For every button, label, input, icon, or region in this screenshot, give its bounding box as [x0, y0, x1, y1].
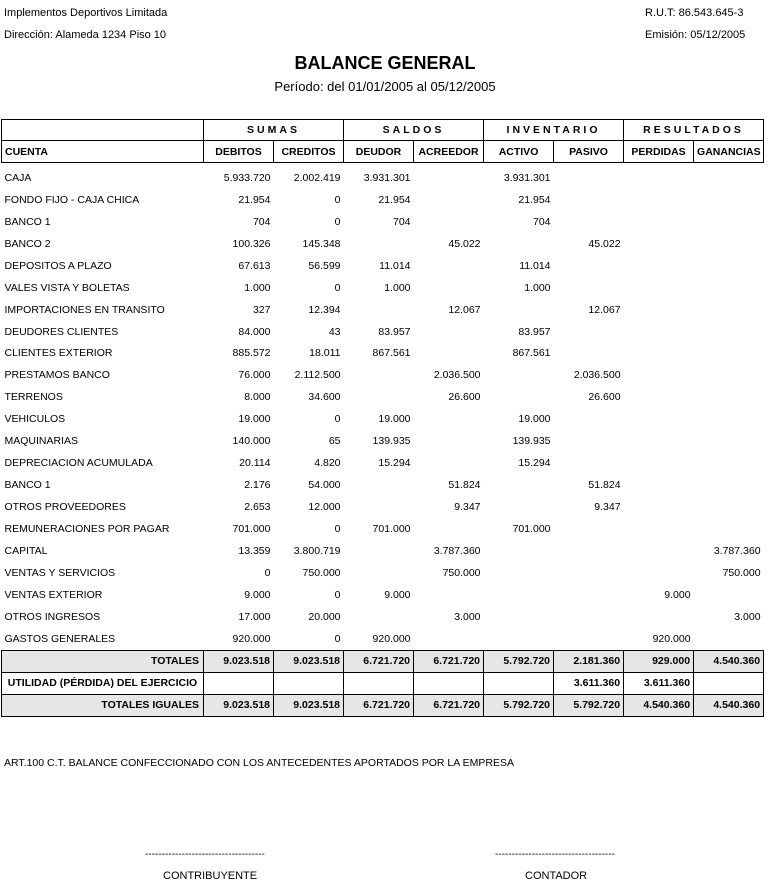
total-amount-cell: [344, 672, 414, 694]
amount-cell: 67.613: [238, 259, 271, 272]
amount-cell: 3.787.360: [713, 544, 761, 557]
amount-cell: 2.176: [244, 479, 271, 492]
amount-cell: 56.599: [308, 259, 341, 272]
amount-cell: 19.000: [518, 413, 551, 426]
column-header: PASIVO: [554, 141, 624, 163]
account-name: GASTOS GENERALES: [4, 632, 116, 645]
amount-cell: 4.820: [314, 457, 341, 470]
amount-cell: 9.347: [594, 501, 621, 514]
total-amount-cell: [274, 672, 344, 694]
amount-cell: 2.036.500: [433, 369, 481, 382]
amount-cell: [694, 277, 764, 299]
amount-cell: 2.112.500: [294, 369, 341, 382]
amount-cell: 9.000: [384, 588, 411, 601]
amount-cell: 9.347: [454, 501, 481, 514]
page-title: BALANCE GENERAL: [294, 53, 476, 73]
table-row: [2, 606, 764, 628]
amount-cell: [694, 321, 764, 343]
amount-cell: [624, 496, 694, 518]
amount-cell: 867.561: [372, 347, 411, 360]
group-sumas: SUMAS: [204, 120, 344, 141]
total-amount-cell: 4.540.360: [694, 650, 764, 672]
amount-cell: [624, 474, 694, 496]
amount-cell: [344, 386, 414, 408]
amount-cell: [414, 255, 484, 277]
total-amount-cell: [694, 672, 764, 694]
amount-cell: [554, 408, 624, 430]
amount-cell: [694, 189, 764, 211]
amount-cell: 45.022: [588, 237, 621, 250]
amount-cell: [554, 628, 624, 650]
column-header: PERDIDAS: [624, 141, 694, 163]
total-amount-cell: 5.792.720: [484, 650, 554, 672]
amount-cell: 140.000: [232, 435, 271, 448]
amount-cell: 3.000: [454, 610, 481, 623]
total-amount-cell: [484, 672, 554, 694]
amount-cell: [414, 452, 484, 474]
total-amount-cell: 9.023.518: [274, 650, 344, 672]
balance-table: [1, 119, 764, 717]
amount-cell: 26.600: [448, 391, 481, 404]
total-amount-cell: 2.181.360: [554, 650, 624, 672]
amount-cell: 2.002.419: [293, 171, 341, 184]
amount-cell: 704: [533, 215, 551, 228]
amount-cell: 0: [334, 588, 341, 601]
amount-cell: [414, 211, 484, 233]
amount-cell: [624, 321, 694, 343]
accountant-signature-line: ------------------------------------: [495, 849, 615, 860]
account-name: CLIENTES EXTERIOR: [4, 347, 113, 360]
amount-cell: [624, 606, 694, 628]
amount-cell: 3.787.360: [433, 544, 481, 557]
amount-cell: [694, 408, 764, 430]
table-row: [2, 321, 764, 343]
group-saldos: SALDOS: [344, 120, 484, 141]
account-name: DEPOSITOS A PLAZO: [4, 259, 112, 272]
amount-cell: 12.067: [448, 303, 481, 316]
amount-cell: 65: [328, 435, 341, 448]
table-body: [2, 163, 764, 651]
table-row: [2, 364, 764, 386]
column-header: DEBITOS: [204, 141, 274, 163]
table-row: [2, 343, 764, 365]
amount-cell: 920.000: [652, 632, 691, 645]
table-row: [2, 163, 764, 189]
table-row: [2, 408, 764, 430]
total-amount-cell: 6.721.720: [414, 694, 484, 716]
amount-cell: 19.000: [378, 413, 411, 426]
accountant-label: CONTADOR: [525, 870, 588, 882]
amount-cell: [484, 584, 554, 606]
amount-cell: 12.394: [308, 303, 341, 316]
amount-cell: [624, 540, 694, 562]
amount-cell: [694, 386, 764, 408]
table-row: [2, 189, 764, 211]
amount-cell: [414, 163, 484, 189]
amount-cell: 0: [264, 566, 271, 579]
table-row: [2, 540, 764, 562]
amount-cell: 3.931.301: [503, 171, 551, 184]
amount-cell: [694, 584, 764, 606]
group-resultados: RESULTADOS: [624, 120, 764, 141]
amount-cell: 2.036.500: [573, 369, 621, 382]
amount-cell: [414, 189, 484, 211]
amount-cell: [344, 364, 414, 386]
account-name: DEPRECIACION ACUMULADA: [4, 457, 153, 470]
amount-cell: [694, 343, 764, 365]
legal-note: ART.100 C.T. BALANCE CONFECCIONADO CON LOS ANTECEDENTES APORTADOS POR LA EMPRESA: [4, 757, 514, 769]
table-row: [2, 255, 764, 277]
table-row: [2, 299, 764, 321]
amount-cell: [344, 299, 414, 321]
amount-cell: [484, 496, 554, 518]
total-amount-cell: 4.540.360: [624, 694, 694, 716]
totals-label: TOTALES: [2, 650, 204, 672]
amount-cell: [554, 430, 624, 452]
amount-cell: [484, 474, 554, 496]
equal-totals-row: [2, 694, 764, 716]
amount-cell: 12.000: [308, 501, 341, 514]
amount-cell: [554, 606, 624, 628]
amount-cell: 2.653: [244, 501, 271, 514]
amount-cell: [414, 430, 484, 452]
account-name: BANCO 1: [4, 215, 51, 228]
amount-cell: [624, 430, 694, 452]
account-name: VALES VISTA Y BOLETAS: [4, 281, 130, 294]
table-row: [2, 277, 764, 299]
group-inventario: INVENTARIO: [484, 120, 624, 141]
amount-cell: [694, 452, 764, 474]
amount-cell: 20.000: [308, 610, 341, 623]
amount-cell: [344, 474, 414, 496]
total-amount-cell: 5.792.720: [554, 694, 624, 716]
amount-cell: 5.933.720: [223, 171, 271, 184]
amount-cell: 0: [334, 281, 341, 294]
amount-cell: 100.326: [232, 237, 271, 250]
totals-row: [2, 650, 764, 672]
amount-cell: [414, 518, 484, 540]
amount-cell: [624, 408, 694, 430]
amount-cell: [694, 496, 764, 518]
amount-cell: [414, 343, 484, 365]
total-amount-cell: 6.721.720: [344, 650, 414, 672]
amount-cell: 19.000: [238, 413, 271, 426]
company-rut: R.U.T: 86.543.645-3: [645, 7, 744, 19]
amount-cell: 54.000: [308, 479, 341, 492]
total-amount-cell: 6.721.720: [344, 694, 414, 716]
amount-cell: [484, 233, 554, 255]
amount-cell: 750.000: [302, 566, 341, 579]
amount-cell: [694, 163, 764, 189]
amount-cell: 750.000: [722, 566, 761, 579]
account-name: DEUDORES CLIENTES: [4, 325, 119, 338]
account-name: OTROS INGRESOS: [4, 610, 101, 623]
amount-cell: 701.000: [232, 522, 271, 535]
amount-cell: [484, 364, 554, 386]
amount-cell: 20.114: [239, 457, 271, 470]
account-name: PRESTAMOS BANCO: [4, 369, 110, 382]
table-row: [2, 518, 764, 540]
total-amount-cell: 9.023.518: [274, 694, 344, 716]
amount-cell: [484, 299, 554, 321]
amount-cell: [694, 364, 764, 386]
total-amount-cell: 9.023.518: [204, 650, 274, 672]
table-row: [2, 628, 764, 650]
amount-cell: 9.000: [664, 588, 691, 601]
group-header-empty: [2, 120, 204, 141]
amount-cell: 139.935: [372, 435, 411, 448]
table-row: [2, 562, 764, 584]
table-row: [2, 584, 764, 606]
amount-cell: 1.000: [384, 281, 411, 294]
amount-cell: [694, 299, 764, 321]
equal-totals-label: TOTALES IGUALES: [2, 694, 204, 716]
total-amount-cell: 6.721.720: [414, 650, 484, 672]
amount-cell: 8.000: [244, 391, 271, 404]
amount-cell: 867.561: [512, 347, 551, 360]
amount-cell: [484, 386, 554, 408]
amount-cell: 43: [328, 325, 341, 338]
amount-cell: 12.067: [588, 303, 621, 316]
amount-cell: [554, 540, 624, 562]
amount-cell: [484, 628, 554, 650]
utility-row: [2, 672, 764, 694]
table-row: [2, 211, 764, 233]
amount-cell: [694, 233, 764, 255]
amount-cell: [484, 540, 554, 562]
company-address: Dirección: Alameda 1234 Piso 10: [4, 29, 167, 41]
amount-cell: [554, 452, 624, 474]
amount-cell: [484, 562, 554, 584]
amount-cell: 45.022: [448, 237, 481, 250]
amount-cell: [344, 540, 414, 562]
table-row: [2, 496, 764, 518]
amount-cell: 9.000: [244, 588, 271, 601]
amount-cell: [414, 321, 484, 343]
amount-cell: [344, 562, 414, 584]
taxpayer-signature-line: ------------------------------------: [145, 849, 265, 860]
amount-cell: [554, 518, 624, 540]
account-name: REMUNERACIONES POR PAGAR: [4, 522, 170, 535]
amount-cell: [484, 606, 554, 628]
amount-cell: [554, 163, 624, 189]
account-name: FONDO FIJO - CAJA CHICA: [4, 193, 140, 206]
amount-cell: 1.000: [244, 281, 271, 294]
table-row: [2, 430, 764, 452]
amount-cell: 701.000: [512, 522, 551, 535]
amount-cell: [624, 364, 694, 386]
table-row: [2, 452, 764, 474]
emission-date: Emisión: 05/12/2005: [645, 29, 746, 41]
amount-cell: [554, 189, 624, 211]
total-amount-cell: 3.611.360: [624, 672, 694, 694]
account-name: TERRENOS: [4, 391, 63, 404]
total-amount-cell: 929.000: [624, 650, 694, 672]
amount-cell: [414, 628, 484, 650]
account-name: CAPITAL: [4, 544, 48, 557]
amount-cell: [344, 496, 414, 518]
amount-cell: [344, 606, 414, 628]
amount-cell: 76.000: [238, 369, 271, 382]
amount-cell: [554, 321, 624, 343]
amount-cell: 1.000: [524, 281, 551, 294]
amount-cell: 0: [334, 215, 341, 228]
amount-cell: [624, 255, 694, 277]
taxpayer-label: CONTRIBUYENTE: [163, 870, 258, 882]
amount-cell: 84.000: [238, 325, 271, 338]
account-name: VENTAS Y SERVICIOS: [4, 566, 116, 579]
column-header: ACTIVO: [484, 141, 554, 163]
account-name: BANCO 2: [4, 237, 51, 250]
amount-cell: 18.011: [309, 347, 341, 360]
table-row: [2, 386, 764, 408]
amount-cell: 15.294: [518, 457, 551, 470]
amount-cell: 920.000: [232, 632, 271, 645]
amount-cell: [694, 628, 764, 650]
amount-cell: [554, 211, 624, 233]
amount-cell: [554, 584, 624, 606]
amount-cell: [554, 562, 624, 584]
amount-cell: [624, 211, 694, 233]
amount-cell: [694, 211, 764, 233]
total-amount-cell: 9.023.518: [204, 694, 274, 716]
company-name: Implementos Deportivos Limitada: [4, 7, 168, 19]
group-header-row: [2, 120, 764, 141]
total-amount-cell: 5.792.720: [484, 694, 554, 716]
amount-cell: [414, 277, 484, 299]
amount-cell: [624, 452, 694, 474]
account-name: MAQUINARIAS: [4, 435, 79, 448]
total-amount-cell: 4.540.360: [694, 694, 764, 716]
amount-cell: 920.000: [372, 632, 411, 645]
total-amount-cell: [204, 672, 274, 694]
amount-cell: 11.014: [379, 259, 411, 272]
account-name: VEHICULOS: [4, 413, 66, 426]
amount-cell: 13.359: [238, 544, 271, 557]
amount-cell: 3.000: [734, 610, 761, 623]
amount-cell: [554, 343, 624, 365]
amount-cell: 3.800.719: [293, 544, 341, 557]
amount-cell: 0: [334, 632, 341, 645]
column-header: DEUDOR: [344, 141, 414, 163]
amount-cell: [624, 562, 694, 584]
amount-cell: 21.954: [238, 193, 271, 206]
amount-cell: 704: [252, 215, 271, 228]
amount-cell: 701.000: [372, 522, 411, 535]
amount-cell: 750.000: [442, 566, 481, 579]
amount-cell: 17.000: [238, 610, 271, 623]
amount-cell: 0: [334, 522, 341, 535]
amount-cell: 21.954: [518, 193, 551, 206]
amount-cell: 327: [252, 303, 271, 316]
amount-cell: 139.935: [512, 435, 551, 448]
amount-cell: [694, 430, 764, 452]
amount-cell: 26.600: [588, 391, 621, 404]
amount-cell: [554, 277, 624, 299]
amount-cell: 11.014: [519, 259, 551, 272]
total-amount-cell: [414, 672, 484, 694]
amount-cell: [624, 343, 694, 365]
amount-cell: 34.600: [308, 391, 341, 404]
total-amount-cell: 3.611.360: [554, 672, 624, 694]
amount-cell: 51.824: [448, 479, 481, 492]
period: Período: del 01/01/2005 al 05/12/2005: [274, 79, 496, 94]
amount-cell: 704: [392, 215, 411, 228]
amount-cell: 51.824: [588, 479, 621, 492]
amount-cell: 15.294: [378, 457, 411, 470]
amount-cell: [624, 163, 694, 189]
amount-cell: [694, 474, 764, 496]
amount-cell: [554, 255, 624, 277]
column-header: ACREEDOR: [414, 141, 484, 163]
amount-cell: [624, 233, 694, 255]
column-header: CREDITOS: [274, 141, 344, 163]
amount-cell: 83.957: [378, 325, 411, 338]
account-name: CAJA: [4, 171, 32, 184]
account-name: VENTAS EXTERIOR: [4, 588, 103, 601]
account-name: OTROS PROVEEDORES: [4, 501, 126, 514]
amount-cell: [414, 584, 484, 606]
column-header: GANANCIAS: [694, 141, 764, 163]
amount-cell: [624, 299, 694, 321]
amount-cell: [694, 255, 764, 277]
account-name: BANCO 1: [4, 479, 51, 492]
amount-cell: 0: [334, 193, 341, 206]
account-name: IMPORTACIONES EN TRANSITO: [4, 303, 165, 316]
utility-label: UTILIDAD (PÉRDIDA) DEL EJERCICIO: [2, 672, 204, 694]
amount-cell: 885.572: [232, 347, 271, 360]
amount-cell: [414, 408, 484, 430]
amount-cell: [624, 518, 694, 540]
amount-cell: [694, 518, 764, 540]
amount-cell: [624, 189, 694, 211]
amount-cell: 145.348: [302, 237, 341, 250]
amount-cell: 21.954: [378, 193, 411, 206]
amount-cell: [624, 277, 694, 299]
amount-cell: 0: [334, 413, 341, 426]
amount-cell: [624, 386, 694, 408]
amount-cell: 3.931.301: [363, 171, 411, 184]
column-header: CUENTA: [2, 141, 204, 163]
amount-cell: 83.957: [518, 325, 551, 338]
amount-cell: [344, 233, 414, 255]
table-row: [2, 233, 764, 255]
table-row: [2, 474, 764, 496]
column-header-row: [2, 141, 764, 163]
